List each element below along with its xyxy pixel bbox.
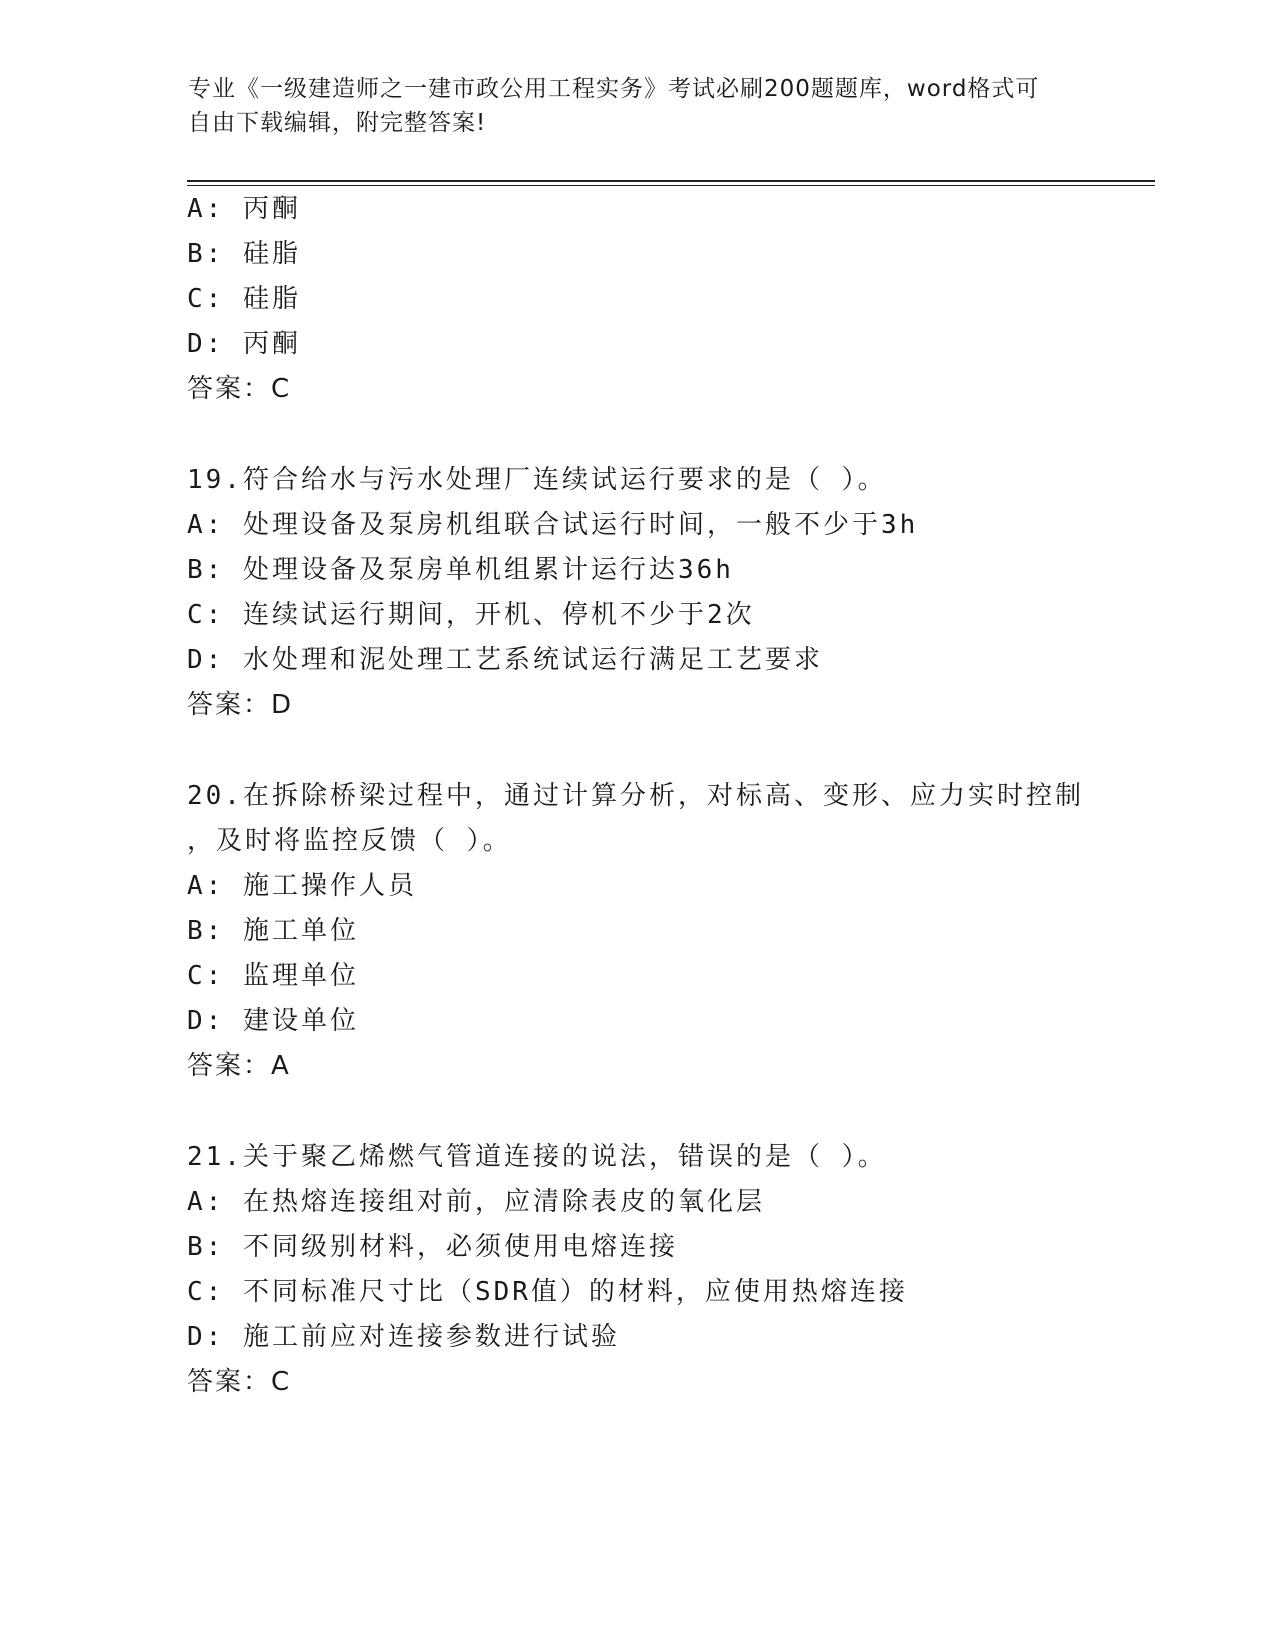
q20-option-b: B: 施工单位 <box>187 916 359 946</box>
q19-option-c: C: 连续试运行期间，开机、停机不少于2次 <box>187 600 755 630</box>
q19-option-d: D: 水处理和泥处理工艺系统试运行满足工艺要求 <box>187 645 823 675</box>
q21-stem: 21.关于聚乙烯燃气管道连接的说法，错误的是（ ）。 <box>187 1142 887 1172</box>
q18-option-c: C: 硅脂 <box>187 284 301 314</box>
q21-answer: 答案：C <box>187 1367 292 1397</box>
q19-answer: 答案：D <box>187 690 294 720</box>
q19-option-b: B: 处理设备及泵房单机组累计运行达36h <box>187 555 734 585</box>
q18-option-b: B: 硅脂 <box>187 239 301 269</box>
q20-option-c: C: 监理单位 <box>187 961 359 991</box>
q21-option-d: D: 施工前应对连接参数进行试验 <box>187 1322 620 1352</box>
header-title-line-2: 自由下载编辑，附完整答案! <box>188 110 487 136</box>
header-divider-thin <box>187 185 1155 186</box>
q18-option-a: A: 丙酮 <box>187 194 301 224</box>
header-divider-thick <box>187 180 1155 182</box>
header-title-line-1: 专业《一级建造师之一建市政公用工程实务》考试必刷200题题库，word格式可 <box>188 76 1040 102</box>
q20-answer: 答案：A <box>187 1051 291 1081</box>
q21-option-b: B: 不同级别材料，必须使用电熔连接 <box>187 1232 678 1262</box>
q21-option-c: C: 不同标准尺寸比（SDR值）的材料，应使用热熔连接 <box>187 1277 908 1307</box>
q20-option-d: D: 建设单位 <box>187 1006 359 1036</box>
q18-answer: 答案：C <box>187 374 292 404</box>
q19-option-a: A: 处理设备及泵房机组联合试运行时间，一般不少于3h <box>187 510 919 540</box>
q19-stem: 19.符合给水与污水处理厂连续试运行要求的是（ ）。 <box>187 465 887 495</box>
q18-option-d: D: 丙酮 <box>187 329 301 359</box>
q21-option-a: A: 在热熔连接组对前，应清除表皮的氧化层 <box>187 1187 765 1217</box>
document-header <box>188 72 1088 140</box>
q20-option-a: A: 施工操作人员 <box>187 871 417 901</box>
q20-stem-line-1: 20.在拆除桥梁过程中，通过计算分析，对标高、变形、应力实时控制 <box>187 781 1084 811</box>
q20-stem-line-2: ，及时将监控反馈（ ）。 <box>187 826 512 856</box>
